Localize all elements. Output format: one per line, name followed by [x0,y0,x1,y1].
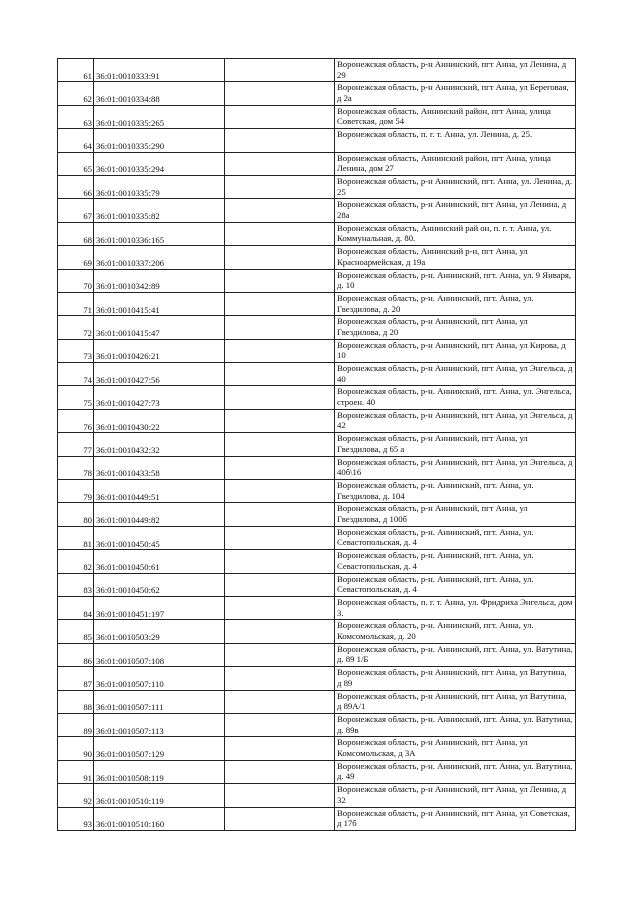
address-cell: Воронежская область, р-н Аннинский, пгт Анна, ул Ленина, д 32 [335,784,576,807]
address-cell: Воронежская область, р-н. Аннинский, пгт. Анна, ул. Севастопольская, д. 4 [335,526,576,549]
table-row [58,105,576,128]
cadastral-number-cell: 36:01:0010510:119 [94,784,225,807]
address-cell: Воронежская область, р-н. Аннинский, пгт. Анна, ул. 9 Января, д. 10 [335,269,576,292]
row-number-cell: 93 [58,807,94,830]
address-cell: Воронежская область, р-н. Аннинский, пгт. Анна, ул. Ватутина, д. 49 [335,760,576,783]
table-row [58,409,576,432]
row-number-cell: 92 [58,784,94,807]
cadastral-number-cell: 36:01:0010337:206 [94,246,225,269]
cadastral-number-cell: 36:01:0010508:119 [94,760,225,783]
cadastral-number-cell: 36:01:0010427:73 [94,386,225,409]
address-cell: Воронежская область, р-н. Аннинский, пгт. Анна, ул. Ватутина, д. 89в [335,713,576,736]
table-row [58,292,576,315]
empty-cell [225,129,335,152]
address-cell: Воронежская область, р-н Аннинский, пгт Анна, ул Энгельса, д 40б\16 [335,456,576,479]
empty-cell [225,456,335,479]
table-row [58,596,576,619]
address-cell: Воронежская область, р-н Аннинский, пгт Анна, ул Береговая, д 2а [335,82,576,105]
cadastral-number-cell: 36:01:0010503:29 [94,620,225,643]
row-number-cell: 78 [58,456,94,479]
table-row [58,269,576,292]
cadastral-number-cell: 36:01:0010334:88 [94,82,225,105]
cadastral-number-cell: 36:01:0010333:91 [94,59,225,82]
address-cell: Воронежская область, Аннинский р-н, пгт Анна, ул Красноармейская, д 19а [335,246,576,269]
table-row [58,526,576,549]
cadastral-number-cell: 36:01:0010335:290 [94,129,225,152]
row-number-cell: 77 [58,433,94,456]
address-cell: Воронежская область, р-н Аннинский, пгт Анна, ул Ленина, д 29 [335,59,576,82]
empty-cell [225,596,335,619]
empty-cell [225,269,335,292]
row-number-cell: 62 [58,82,94,105]
row-number-cell: 66 [58,175,94,198]
row-number-cell: 75 [58,386,94,409]
address-cell: Воронежская область, р-н Аннинский, пгт Анна, ул Гвездилова, д 100б [335,503,576,526]
cadastral-number-cell: 36:01:0010450:45 [94,526,225,549]
cadastral-number-cell: 36:01:0010335:265 [94,105,225,128]
address-cell: Воронежская область, Аннинский район, пгт Анна, улица Советская, дом 54 [335,105,576,128]
empty-cell [225,573,335,596]
row-number-cell: 87 [58,667,94,690]
empty-cell [225,480,335,503]
table-row [58,620,576,643]
table-row [58,760,576,783]
table-row [58,807,576,830]
table-row [58,363,576,386]
table-row [58,175,576,198]
empty-cell [225,690,335,713]
empty-cell [225,409,335,432]
cadastral-number-cell: 36:01:0010510:160 [94,807,225,830]
cadastral-number-cell: 36:01:0010335:79 [94,175,225,198]
cadastral-number-cell: 36:01:0010415:41 [94,292,225,315]
row-number-cell: 91 [58,760,94,783]
table-body [58,59,576,831]
table-row [58,339,576,362]
address-cell: Воронежская область, р-н Аннинский, пгт Анна, ул Гвездилова, д 20 [335,316,576,339]
address-cell: Воронежская область, Аннинский рай он, п. г. т. Анна, ул. Коммунальная, д. 80. [335,222,576,245]
address-cell: Воронежская область, Аннинский район, пгт Анна, улица Ленина, дом 27 [335,152,576,175]
cadastral-number-cell: 36:01:0010433:58 [94,456,225,479]
cadastral-number-cell: 36:01:0010335:294 [94,152,225,175]
address-cell: Воронежская область, р-н Аннинский, пгт Анна, ул Кирова, д 10 [335,339,576,362]
empty-cell [225,737,335,760]
row-number-cell: 61 [58,59,94,82]
empty-cell [225,152,335,175]
table-row [58,199,576,222]
cadastral-number-cell: 36:01:0010450:61 [94,550,225,573]
empty-cell [225,386,335,409]
cadastral-number-cell: 36:01:0010507:108 [94,643,225,666]
row-number-cell: 70 [58,269,94,292]
empty-cell [225,82,335,105]
table-row [58,59,576,82]
empty-cell [225,199,335,222]
address-cell: Воронежская область, р-н Аннинский, пгт Анна, ул Ватутина, д 89А/1 [335,690,576,713]
table-row [58,129,576,152]
row-number-cell: 76 [58,409,94,432]
empty-cell [225,339,335,362]
row-number-cell: 71 [58,292,94,315]
empty-cell [225,760,335,783]
row-number-cell: 90 [58,737,94,760]
empty-cell [225,105,335,128]
empty-cell [225,667,335,690]
address-cell: Воронежская область, р-н Аннинский, пгт Анна, ул Комсомольская, д 3А [335,737,576,760]
address-cell: Воронежская область, р-н. Аннинский, пгт. Анна, ул. Комсомольская, д. 20 [335,620,576,643]
row-number-cell: 67 [58,199,94,222]
cadastral-number-cell: 36:01:0010432:32 [94,433,225,456]
cadastral-number-cell: 36:01:0010415:47 [94,316,225,339]
cadastral-number-cell: 36:01:0010335:82 [94,199,225,222]
empty-cell [225,175,335,198]
cadastral-number-cell: 36:01:0010507:129 [94,737,225,760]
table-row [58,433,576,456]
row-number-cell: 84 [58,596,94,619]
cadastral-number-cell: 36:01:0010342:89 [94,269,225,292]
table-row [58,690,576,713]
cadastral-number-cell: 36:01:0010430:22 [94,409,225,432]
address-cell: Воронежская область, п. г. т. Анна, ул. Фридриха Энгельса, дом 3. [335,596,576,619]
table-row [58,503,576,526]
empty-cell [225,784,335,807]
row-number-cell: 73 [58,339,94,362]
table-row [58,246,576,269]
empty-cell [225,292,335,315]
address-cell: Воронежская область, р-н. Аннинский, пгт. Анна, ул. Ватутина, д. 89 1/Б [335,643,576,666]
address-cell: Воронежская область, р-н Аннинский, пгт. Анна, ул. Ленина, д. 25 [335,175,576,198]
table-row [58,222,576,245]
empty-cell [225,222,335,245]
row-number-cell: 79 [58,480,94,503]
empty-cell [225,246,335,269]
address-cell: Воронежская область, р-н Аннинский, пгт Анна, ул Ленина, д 28а [335,199,576,222]
empty-cell [225,59,335,82]
cadastral-number-cell: 36:01:0010451:197 [94,596,225,619]
address-cell: Воронежская область, р-н Аннинский, пгт Анна, ул Гвездилова, д 65 а [335,433,576,456]
row-number-cell: 81 [58,526,94,549]
row-number-cell: 69 [58,246,94,269]
empty-cell [225,503,335,526]
table-row [58,550,576,573]
address-cell: Воронежская область, р-н Аннинский, пгт Анна, ул Энгельса, д 42 [335,409,576,432]
address-cell: Воронежская область, п. г. т. Анна, ул. Ленина, д. 25. [335,129,576,152]
empty-cell [225,526,335,549]
table-row [58,480,576,503]
row-number-cell: 72 [58,316,94,339]
address-cell: Воронежская область, р-н. Аннинский, пгт. Анна, ул. Энгельса, строен. 40 [335,386,576,409]
address-cell: Воронежская область, р-н. Аннинский, пгт. Анна, ул. Севастопольская, д. 4 [335,550,576,573]
cadastral-number-cell: 36:01:0010427:56 [94,363,225,386]
row-number-cell: 74 [58,363,94,386]
cadastral-number-cell: 36:01:0010426:21 [94,339,225,362]
table-row [58,386,576,409]
address-cell: Воронежская область, р-н. Аннинский, пгт. Анна, ул. Гвездилова, д. 20 [335,292,576,315]
table-row [58,643,576,666]
row-number-cell: 89 [58,713,94,736]
empty-cell [225,316,335,339]
table-row [58,667,576,690]
empty-cell [225,807,335,830]
empty-cell [225,643,335,666]
cadastral-number-cell: 36:01:0010336:165 [94,222,225,245]
address-cell: Воронежская область, р-н Аннинский, пгт Анна, ул Советская, д 17б [335,807,576,830]
cadastral-number-cell: 36:01:0010449:51 [94,480,225,503]
address-cell: Воронежская область, р-н. Аннинский, пгт. Анна, ул. Гвездилова, д. 104 [335,480,576,503]
cadastral-number-cell: 36:01:0010449:82 [94,503,225,526]
table-row [58,152,576,175]
row-number-cell: 65 [58,152,94,175]
empty-cell [225,550,335,573]
row-number-cell: 64 [58,129,94,152]
table-row [58,737,576,760]
row-number-cell: 68 [58,222,94,245]
cadastral-number-cell: 36:01:0010450:62 [94,573,225,596]
row-number-cell: 83 [58,573,94,596]
row-number-cell: 85 [58,620,94,643]
cadastral-number-cell: 36:01:0010507:110 [94,667,225,690]
empty-cell [225,713,335,736]
table-row [58,456,576,479]
table-row [58,82,576,105]
address-cell: Воронежская область, р-н. Аннинский, пгт. Анна, ул. Севастопольская, д. 4 [335,573,576,596]
cadastral-number-cell: 36:01:0010507:113 [94,713,225,736]
table-row [58,573,576,596]
property-table [57,58,576,831]
table-row [58,713,576,736]
row-number-cell: 86 [58,643,94,666]
empty-cell [225,433,335,456]
empty-cell [225,620,335,643]
cadastral-number-cell: 36:01:0010507:111 [94,690,225,713]
row-number-cell: 63 [58,105,94,128]
address-cell: Воронежская область, р-н Аннинский, пгт Анна, ул Ватутина, д 89 [335,667,576,690]
empty-cell [225,363,335,386]
table-row [58,784,576,807]
row-number-cell: 82 [58,550,94,573]
table-row [58,316,576,339]
row-number-cell: 80 [58,503,94,526]
address-cell: Воронежская область, р-н Аннинский, пгт Анна, ул Энгельса, д 40 [335,363,576,386]
row-number-cell: 88 [58,690,94,713]
